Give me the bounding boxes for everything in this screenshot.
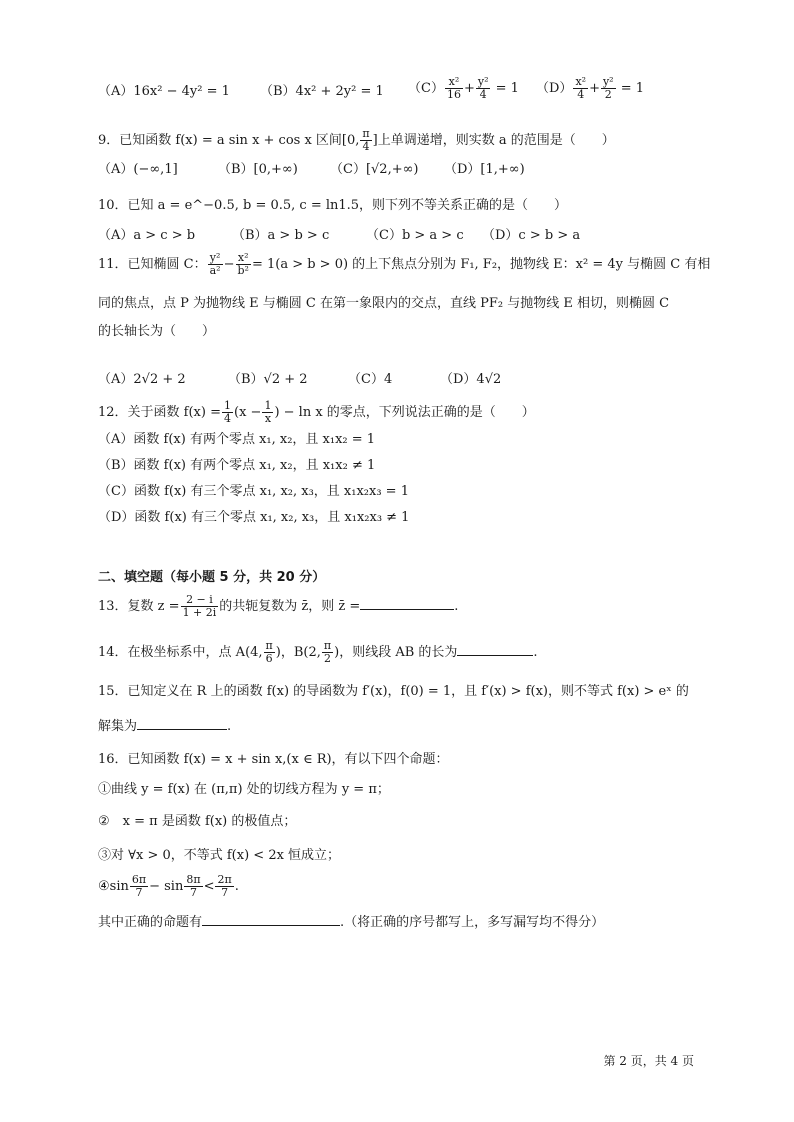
q15-stem-line1: 15．已知定义在 R 上的函数 f(x) 的导函数为 f′(x)，f(0) = 1，且 f′(x) > f(x)，则不等式 f(x) > eˣ 的 <box>98 684 689 699</box>
fraction: $\frac{\text{x²}}{16}$ <box>446 75 461 101</box>
fraction: $\frac{2 - i}{1 + 2i}$ <box>182 593 217 619</box>
q12-option-d: （D）函数 f(x) 有三个零点 x₁, x₂, x₃，且 x₁x₂x₃ ≠ 1 <box>98 510 410 525</box>
q14-stem: 14．在极坐标系中，点 A(4, $\frac{\pi}{6}$ )，B(2, $\frac{\pi}{2}$ )，则线段 AB 的长为 . <box>98 639 538 665</box>
q16-proposition-2: ② x = π 是函数 f(x) 的极值点； <box>98 814 297 829</box>
q12-option-b: （B）函数 f(x) 有两个零点 x₁, x₂，且 x₁x₂ ≠ 1 <box>98 458 376 473</box>
fraction: $\frac{1}{x}$ <box>264 399 272 425</box>
q11-stem-line2: 同的焦点，点 P 为抛物线 E 与椭圆 C 在第一象限内的交点，直线 PF₂ 与抛物线 E 相切，则椭圆 C <box>98 296 670 311</box>
q11-stem-line3: 的长轴长为（ ） <box>98 324 216 339</box>
q8-options <box>98 75 658 104</box>
q9-options <box>98 162 658 180</box>
fraction: $\frac{\text{y²}}{2}$ <box>602 75 614 101</box>
q11-option-b: （B）√2 + 2 <box>228 372 308 387</box>
fraction: $\frac{\text{y²}}{4}$ <box>477 75 489 101</box>
fraction: $\frac{\pi}{4}$ <box>362 127 370 153</box>
q8-option-c-label: （C） <box>408 81 444 96</box>
q13-answer-blank[interactable] <box>360 596 454 610</box>
q8-option-b: （B）4x² + 2y² = 1 <box>260 84 384 99</box>
q16-answer-blank[interactable] <box>202 912 340 926</box>
q9-stem: 9．已知函数 f(x) = a sin x + cos x 区间[0, $\frac{\pi}{4}$ ]上单调递增，则实数 a 的范围是（ ） <box>98 127 615 153</box>
q10-options <box>98 228 658 246</box>
q11-option-a: （A）2√2 + 2 <box>98 372 186 387</box>
q8-option-a: （A）16x² − 4y² = 1 <box>98 84 230 99</box>
q8-option-c: （C） $\frac{\text{x²}}{16}$ + $\frac{\text{y²}}{4}$ = 1 <box>408 75 519 101</box>
q12-option-a: （A）函数 f(x) 有两个零点 x₁, x₂，且 x₁x₂ = 1 <box>98 432 376 447</box>
fraction: $\frac{\text{x²}}{4}$ <box>575 75 587 101</box>
q8-option-d-label: （D） <box>536 81 573 96</box>
q15-answer-blank[interactable] <box>137 716 227 730</box>
q15-stem-line2: 解集为 . <box>98 716 231 735</box>
fraction: $\frac{2\pi}{7}$ <box>217 873 232 899</box>
q16-proposition-1: ①曲线 y = f(x) 在 (π,π) 处的切线方程为 y = π； <box>98 782 390 797</box>
q12-option-c: （C）函数 f(x) 有三个零点 x₁, x₂, x₃，且 x₁x₂x₃ = 1 <box>98 484 409 499</box>
fraction: $\frac{\pi}{6}$ <box>265 639 273 665</box>
q16-proposition-4: ④sin $\frac{6\pi}{7}$ − sin $\frac{8\pi}{7}$ < $\frac{2\pi}{7}$ . <box>98 873 239 899</box>
q11-stem-line1: 11．已知椭圆 C： $\frac{\text{y²}}{\text{a²}}$ − $\frac{\text{x²}}{\text{b²}}$ = 1(a > b > 0) 的上下焦点分别为 F₁, F₂，抛物线 E：x² = 4y 与椭圆 C 有相 <box>98 251 711 277</box>
q9-option-c: （C）[√2,+∞) <box>330 162 419 177</box>
fraction: $\frac{\pi}{2}$ <box>323 639 332 665</box>
q9-option-b: （B）[0,+∞) <box>218 162 298 177</box>
q10-option-c: （C）b > a > c <box>366 228 464 243</box>
page-number-footer: 第 2 页，共 4 页 <box>603 1054 694 1068</box>
q16-answer-line: 其中正确的命题有 .（将正确的序号都写上，多写漏写均不得分） <box>98 912 604 931</box>
fraction: $\frac{\text{x²}}{\text{b²}}$ <box>237 251 249 277</box>
q11-option-c: （C）4 <box>348 372 393 387</box>
q11-options <box>98 372 658 390</box>
q12-stem: 12．关于函数 f(x) = $\frac{1}{4}$ (x − $\frac{1}{x}$ ) − ln x 的零点，下列说法正确的是（ ） <box>98 399 535 425</box>
q9-option-a: （A）(−∞,1] <box>98 162 178 177</box>
q16-stem: 16．已知函数 f(x) = x + sin x,(x ∈ R)，有以下四个命题： <box>98 752 449 767</box>
fraction: $\frac{\text{y²}}{\text{a²}}$ <box>209 251 221 277</box>
q11-option-d: （D）4√2 <box>440 372 502 387</box>
q10-stem: 10．已知 a = e^−0.5, b = 0.5, c = ln1.5，则下列不等关系正确的是（ ） <box>98 198 568 213</box>
fraction: $\frac{8\pi}{7}$ <box>186 873 201 899</box>
q9-option-d: （D）[1,+∞) <box>444 162 525 177</box>
q8-option-d: （D） $\frac{\text{x²}}{4}$ + $\frac{\text{y²}}{2}$ = 1 <box>536 75 645 101</box>
q10-option-d: （D）c > b > a <box>482 228 581 243</box>
q10-option-a: （A）a > c > b <box>98 228 196 243</box>
q10-option-b: （B）a > b > c <box>232 228 330 243</box>
q16-proposition-3: ③对 ∀x > 0，不等式 f(x) < 2x 恒成立； <box>98 848 341 863</box>
section-title-fill-in: 二、填空题（每小题 5 分，共 20 分） <box>98 570 326 585</box>
fraction: $\frac{1}{4}$ <box>224 399 231 425</box>
fraction: $\frac{6\pi}{7}$ <box>131 873 147 899</box>
q13-stem: 13．复数 z = $\frac{2 - i}{1 + 2i}$ 的共轭复数为 z̄，则 z̄ = . <box>98 593 459 619</box>
q14-answer-blank[interactable] <box>457 642 533 656</box>
